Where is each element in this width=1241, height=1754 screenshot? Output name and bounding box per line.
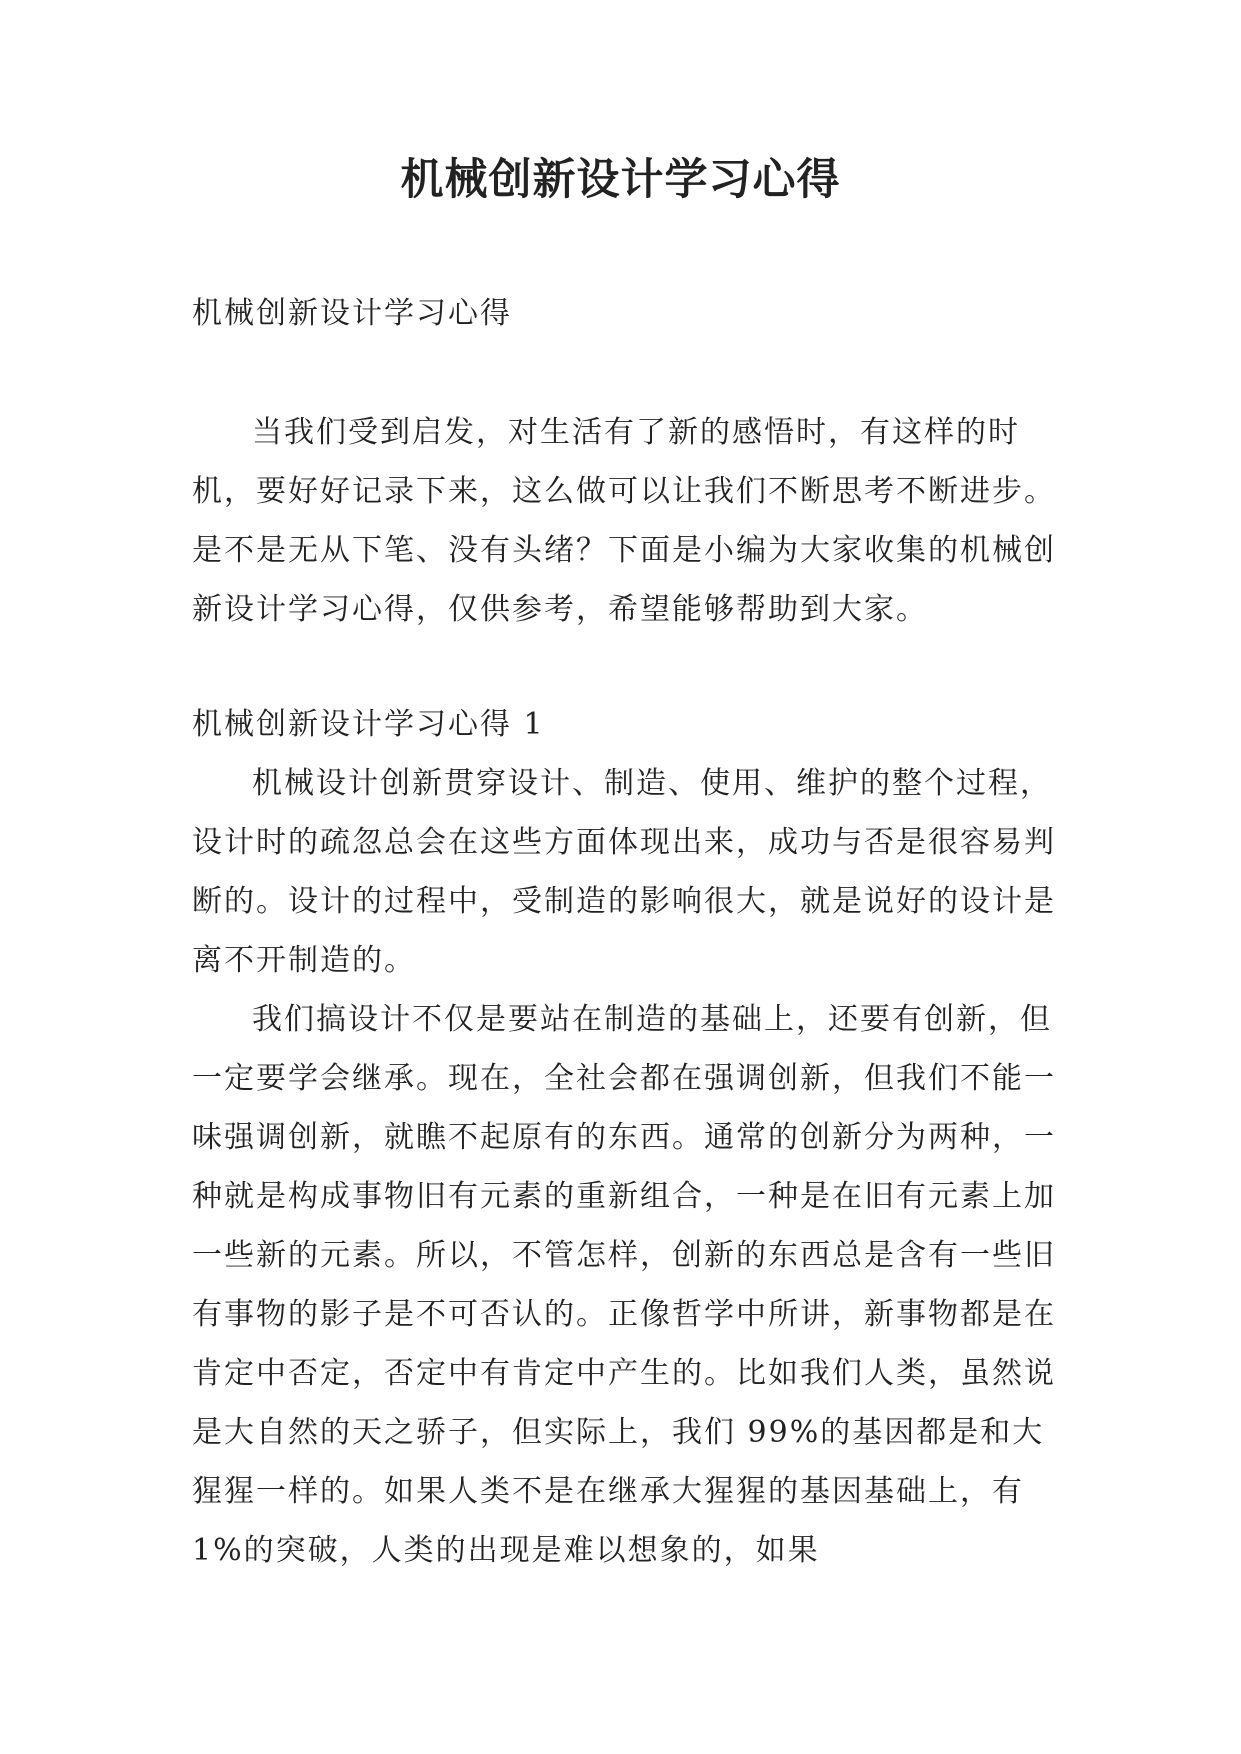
section-heading: 机械创新设计学习心得 1 <box>192 707 545 742</box>
body-paragraph: 机械设计创新贯穿设计、制造、使用、维护的整个过程，设计时的疏忽总会在这些方面体现出来，成功与否是很容易判断的。设计的过程中，受制造的影响很大，就是说好的设计是离不开制造的。 <box>192 766 1056 978</box>
document-title: 机械创新设计学习心得 <box>400 155 841 205</box>
intro-paragraph: 当我们受到启发，对生活有了新的感悟时，有这样的时机，要好好记录下来，这么做可以让我们不断思考不断进步。是不是无从下笔、没有头绪？下面是小编为大家收集的机械创新设计学习心得，仅供参考，希望能够帮助到大家。 <box>192 415 1056 627</box>
intro-section <box>192 403 1060 639</box>
document-subtitle: 机械创新设计学习心得 <box>192 296 512 331</box>
body-paragraph: 我们搞设计不仅是要站在制造的基础上，还要有创新，但一定要学会继承。现在，全社会都在强调创新，但我们不能一味强调创新，就瞧不起原有的东西。通常的创新分为两种，一种就是构成事物旧有元素的重新组合，一种是在旧有元素上加一些新的元素。所以，不管怎样，创新的东西总是含有一些旧有事物的影子是不可否认的。正像哲学中所讲，新事物都是在肯定中否定，否定中有肯定中产生的。比如我们人类，虽然说是大自然的天之骄子，但实际上，我们 99%的基因都是和大猩猩一样的。如果人类不是在继承大猩猩的基因基础上，有 1%的突破，人类的出现是难以想象的，如果 <box>192 1002 1056 1568</box>
section-1 <box>192 695 1060 1580</box>
